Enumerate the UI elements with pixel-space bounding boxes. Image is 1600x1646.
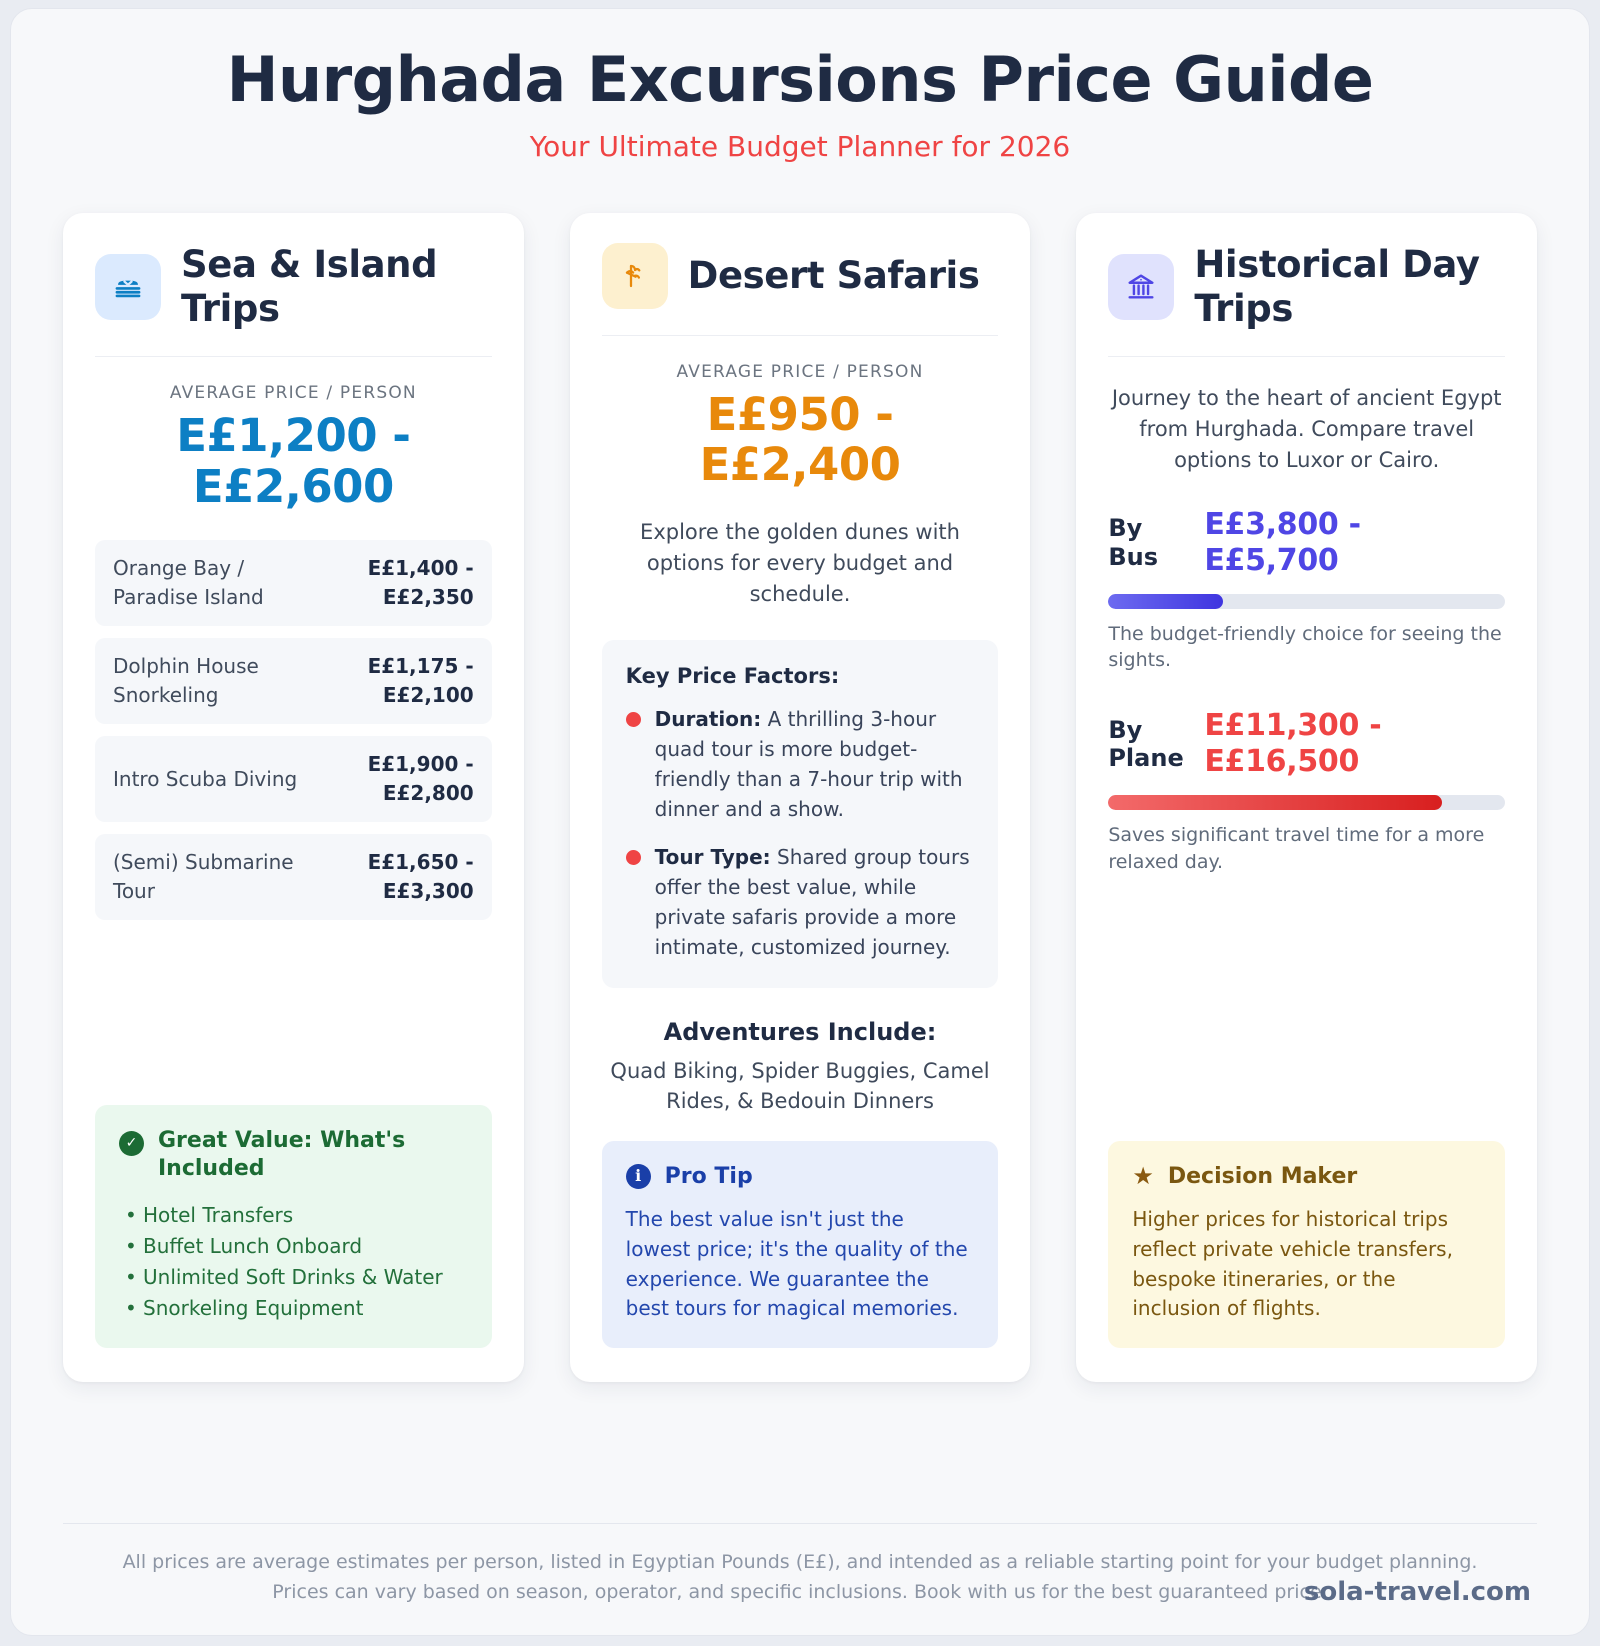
card-title: Desert Safaris xyxy=(687,254,980,298)
transport-price-bar-fill xyxy=(1108,594,1223,609)
factor-label: Duration: xyxy=(654,706,762,731)
bullet-dot-icon xyxy=(626,850,641,865)
row-label: Orange Bay / Paradise Island xyxy=(113,556,264,610)
card-header xyxy=(95,243,492,357)
price-table xyxy=(95,540,492,920)
factors-title: Key Price Factors: xyxy=(625,663,840,688)
row-label: Intro Scuba Diving xyxy=(113,766,298,791)
pro-tip-callout xyxy=(602,1141,999,1348)
boat-icon xyxy=(95,254,161,320)
callout-title: Great Value: What's Included xyxy=(158,1127,406,1182)
callout-body: The best value isn't just the lowest price; it's the quality of the experience. We guarantee the best tours for magical memories. xyxy=(625,1207,968,1321)
table-row xyxy=(95,834,492,920)
table-row xyxy=(95,638,492,724)
card-title: Sea & Island Trips xyxy=(181,242,438,330)
factor-body: Shared group tours offer the best value, while private safaris provide a more intimate, customized journey. xyxy=(654,844,970,959)
card-header xyxy=(1108,243,1505,357)
star-icon: ★ xyxy=(1132,1161,1154,1190)
adventures-body: Quad Biking, Spider Buggies, Camel Rides, & Bedouin Dinners xyxy=(610,1058,990,1114)
factor-text xyxy=(655,704,975,824)
row-price: E£1,900 - E£2,800 xyxy=(367,752,474,806)
list-item: • Hotel Transfers xyxy=(119,1200,468,1231)
transport-price-bar-fill xyxy=(1108,795,1441,810)
row-price: E£1,175 - E£2,100 xyxy=(367,654,474,708)
included-list xyxy=(119,1200,468,1324)
row-price: E£1,400 - E£2,350 xyxy=(367,556,474,610)
infographic-sheet xyxy=(10,8,1590,1636)
card-title: Historical Day Trips xyxy=(1194,242,1480,330)
table-row xyxy=(95,736,492,822)
transport-note: Saves significant travel time for a more relaxed day. xyxy=(1108,824,1485,873)
average-price-label: AVERAGE PRICE / PERSON xyxy=(676,361,924,382)
row-label: Dolphin House Snorkeling xyxy=(113,654,259,708)
card-spacer xyxy=(95,920,492,1105)
card-historical-day-trips[interactable] xyxy=(1076,213,1537,1382)
callout-title: Pro Tip xyxy=(664,1163,753,1189)
row-price: E£1,650 - E£3,300 xyxy=(367,850,474,904)
factor-label: Tour Type: xyxy=(654,844,771,869)
transport-price-bar-track xyxy=(1108,795,1505,810)
page-footer xyxy=(63,1523,1537,1635)
transport-comparison xyxy=(1108,507,1505,876)
transport-mode: By Bus xyxy=(1108,514,1159,572)
page-header xyxy=(63,9,1537,163)
decision-maker-callout xyxy=(1108,1141,1505,1348)
dune-camel-icon xyxy=(602,243,668,309)
average-price-label: AVERAGE PRICE / PERSON xyxy=(169,383,417,404)
transport-note: The budget-friendly choice for seeing the sights. xyxy=(1108,622,1502,672)
transport-price: E£11,300 - E£16,500 xyxy=(1204,707,1382,780)
page-title: Hurghada Excursions Price Guide xyxy=(226,43,1374,116)
card-spacer xyxy=(602,1117,999,1141)
card-description: Explore the golden dunes with options for every budget and schedule. xyxy=(640,519,960,606)
table-row xyxy=(95,540,492,626)
list-item: • Snorkeling Equipment xyxy=(119,1293,468,1324)
card-header xyxy=(602,243,999,336)
list-item: • Buffet Lunch Onboard xyxy=(119,1231,468,1262)
adventures-title: Adventures Include: xyxy=(663,1017,937,1046)
transport-by-bus xyxy=(1108,507,1505,674)
transport-mode: By Plane xyxy=(1108,715,1184,773)
factor-item xyxy=(626,842,975,962)
footer-line-2: Prices can vary based on season, operator, and specific inclusions. Book with us for the best guaranteed price. xyxy=(272,1580,1328,1603)
list-item: • Unlimited Soft Drinks & Water xyxy=(119,1262,468,1293)
category-cards xyxy=(63,213,1537,1382)
card-description: Journey to the heart of ancient Egypt from Hurghada. Compare travel options to Luxor or Cairo. xyxy=(1111,386,1502,473)
factor-text xyxy=(655,842,975,962)
temple-icon xyxy=(1108,254,1174,320)
bullet-dot-icon xyxy=(626,712,641,727)
callout-body: Higher prices for historical trips reflect private vehicle transfers, bespoke itineraries, or the inclusion of flights. xyxy=(1132,1207,1453,1321)
card-sea-island-trips[interactable] xyxy=(63,213,524,1382)
callout-header xyxy=(626,1163,975,1192)
transport-header xyxy=(1108,507,1505,580)
callout-header xyxy=(1132,1163,1481,1192)
transport-price-bar-track xyxy=(1108,594,1505,609)
card-desert-safaris[interactable] xyxy=(570,213,1031,1382)
included-callout xyxy=(95,1105,492,1348)
key-price-factors xyxy=(602,640,999,988)
factor-body: A thrilling 3-hour quad tour is more budget-friendly than a 7-hour trip with dinner and a show. xyxy=(654,706,963,821)
card-spacer xyxy=(1108,875,1505,1141)
page-subtitle: Your Ultimate Budget Planner for 2026 xyxy=(529,129,1071,163)
transport-header xyxy=(1108,708,1505,781)
brand-website: sola-travel.com xyxy=(1303,1577,1531,1607)
transport-price: E£3,800 - E£5,700 xyxy=(1204,506,1361,579)
callout-header xyxy=(119,1127,468,1184)
average-price-value: E£1,200 - E£2,600 xyxy=(176,409,411,513)
factor-item xyxy=(626,704,975,824)
callout-title: Decision Maker xyxy=(1167,1163,1358,1189)
check-circle-icon: ✓ xyxy=(119,1131,144,1156)
footer-line-1: All prices are average estimates per person, listed in Egyptian Pounds (E£), and intended as a reliable starting point for your budget planning. xyxy=(122,1551,1478,1574)
row-label: (Semi) Submarine Tour xyxy=(113,850,294,904)
average-price-value: E£950 - E£2,400 xyxy=(699,387,901,492)
info-circle-icon: i xyxy=(626,1164,651,1189)
transport-by-plane xyxy=(1108,708,1505,875)
